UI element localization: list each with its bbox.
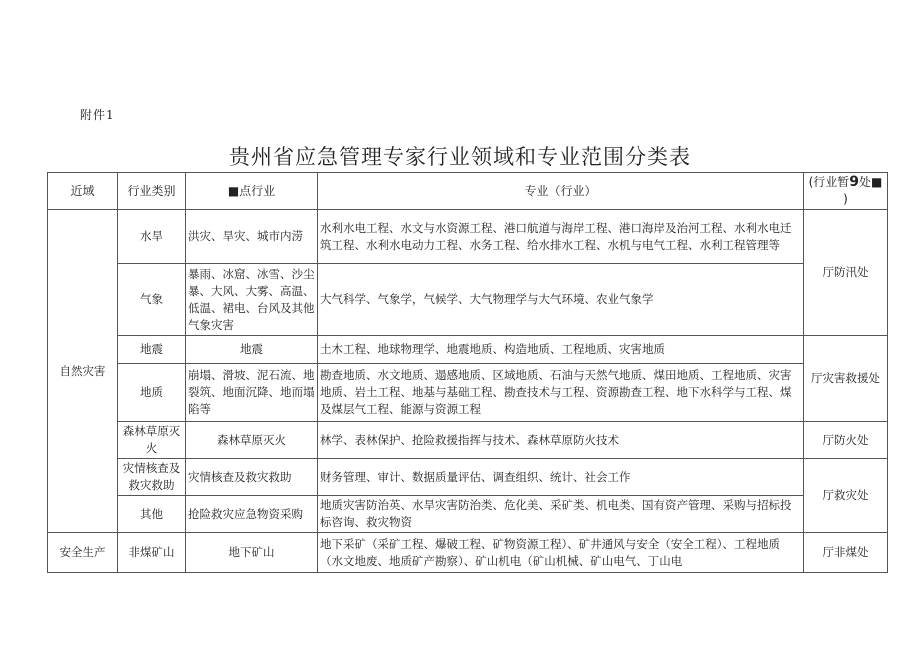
category-cell: 气象 [118, 264, 186, 336]
header-domain: 近域 [48, 173, 118, 210]
header-office-prefix: (行业暂 [808, 175, 850, 189]
table-row [48, 336, 888, 364]
key-industry-cell: 暴雨、冰窟、冰雪、沙尘暴、大风、大雾、高温、低温、裙电、台风及其他气象灾害 [186, 264, 318, 336]
table-row [48, 496, 888, 533]
major-cell: 大气科学、气象学，气候学、大气物理学与大气环境、农业气象学 [318, 264, 804, 336]
office-cell: 厅防火处 [804, 422, 888, 459]
major-cell: 地下采矿（采矿工程、爆破工程、矿物资源工程）、矿井通风与安全（安全工程）、工程地质（水文地废、地质矿产勘察）、矿山机电（矿山机械、矿山电气、丁山电 [318, 533, 804, 573]
major-cell: 财务管理、审计、数据质量评估、调查组织、统计、社会工作 [318, 459, 804, 496]
document-title: 贵州省应急管理专家行业领域和专业范围分类表 [229, 145, 691, 169]
office-cell: 厅防汛处 [804, 210, 888, 336]
table-header-row [48, 173, 888, 210]
major-cell: 水利水电工程、水文与水资源工程、港口航道与海岸工程、港口海岸及治河工程、水利水电迁筑工程、水利水电动力工程、水务工程、给水排水工程、水机与电气工程、水利工程管理等 [318, 210, 804, 264]
key-industry-cell: 抢险救灾应急物资采购 [186, 496, 318, 533]
table-row [48, 210, 888, 264]
header-office-suffix: 处■ [859, 175, 883, 189]
key-industry-cell: 洪灾、旱灾、城市内涝 [186, 210, 318, 264]
header-major: 专业（行业） [318, 173, 804, 210]
header-office-count: 9 [849, 174, 860, 190]
category-cell: 水旱 [118, 210, 186, 264]
header-category: 行业类别 [118, 173, 186, 210]
major-cell: 地质灾害防治英、水旱灾害防治类、危化美、采矿类、机电类、国有资产管理、采购与招标投标咨询、救灾物资 [318, 496, 804, 533]
category-cell: 其他 [118, 496, 186, 533]
key-industry-cell: 灾情核查及救灾救助 [186, 459, 318, 496]
major-cell: 林学、表林保护、抢险救援指挥与技术、森林草原防火技术 [318, 422, 804, 459]
category-cell: 地质 [118, 364, 186, 422]
key-industry-cell: 地下矿山 [186, 533, 318, 573]
category-cell: 森林草原灭火 [118, 422, 186, 459]
table-row [48, 364, 888, 422]
key-industry-cell: 森林草原灭火 [186, 422, 318, 459]
table-row [48, 533, 888, 573]
annex-label: 附件1 [80, 108, 115, 122]
table-row [48, 459, 888, 496]
header-key-industry: ■点行业 [186, 173, 318, 210]
category-cell: 地震 [118, 336, 186, 364]
domain-natural-disaster: 自然灾害 [48, 210, 118, 533]
classification-table [47, 172, 888, 573]
key-industry-cell: 崩塌、滑坡、泥石流、地裂筑、地面沉降、地而塌陷等 [186, 364, 318, 422]
office-cell: 厅非煤处 [804, 533, 888, 573]
header-office-close: ) [843, 192, 848, 206]
table-row [48, 422, 888, 459]
category-cell: 非煤矿山 [118, 533, 186, 573]
office-cell: 厅救灾处 [804, 459, 888, 533]
major-cell: 勘查地质、水文地质、遢感地质、区域地质、石油与天然气地质、煤田地质、工程地质、灾害地质、岩土工程、地基与基础工程、勘查技术与工程、资源勘查工程、地下水科学与工程、煤及煤层气工程、能源与资源工程 [318, 364, 804, 422]
office-cell: 厅灾害救援处 [804, 336, 888, 422]
major-cell: 土木工程、地球物理学、地震地质、构造地质、工程地质、灾害地质 [318, 336, 804, 364]
header-office [804, 173, 888, 210]
domain-work-safety: 安全生产 [48, 533, 118, 573]
table-row [48, 264, 888, 336]
key-industry-cell: 地震 [186, 336, 318, 364]
category-cell: 灾情核查及救灾救助 [118, 459, 186, 496]
